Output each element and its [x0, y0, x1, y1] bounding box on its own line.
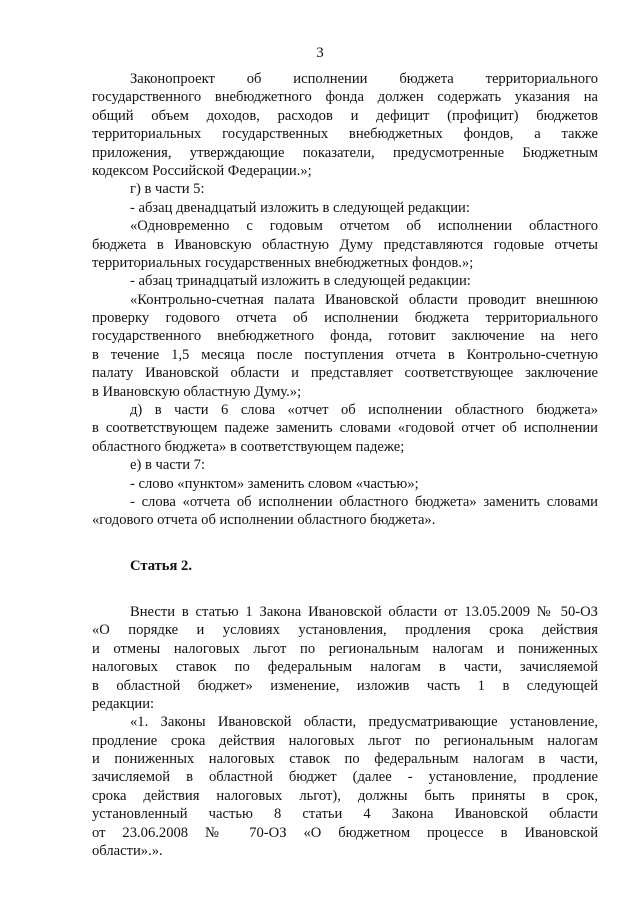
- text-line: «Одновременно с годовым отчетом об исполнении областного: [130, 218, 598, 235]
- text-line: зачисляемой в областной бюджет (далее - установление, продление: [92, 769, 598, 786]
- text-line: кодексом Российской Федерации.»;: [92, 162, 312, 179]
- document-body: [92, 70, 598, 860]
- spacer: [92, 576, 598, 594]
- text-line: Законопроект об исполнении бюджета территориального: [130, 71, 598, 87]
- text-line: «О порядке и условиях установления, продления срока действия: [92, 622, 598, 639]
- text-line: в соответствующем падеже заменить словами «годовой отчет об исполнении: [92, 420, 598, 437]
- text-line: в течение 1,5 месяца после поступления отчета в Контрольно-счетную: [92, 346, 598, 363]
- text-line: «1. Законы Ивановской области, предусматривающие установление,: [130, 714, 598, 731]
- spacer: [92, 548, 598, 557]
- text-line: общий объем доходов, расходов и дефицит (профицит) бюджетов: [92, 107, 598, 124]
- text-line: и пониженных налоговых ставок по федеральным налогам в части,: [92, 751, 598, 768]
- text-line: от 23.06.2008 № 70-ОЗ «О бюджетном процессе в Ивановской: [92, 824, 598, 841]
- spacer: [92, 594, 598, 603]
- text-line: е) в части 7:: [130, 457, 206, 474]
- text-line: д) в части 6 слова «отчет об исполнении областного бюджета»: [130, 402, 598, 419]
- text-line: территориальных государственных внебюджетных фондов.»;: [92, 254, 474, 271]
- text-line: в областной бюджет» изменение, изложив часть 1 в следующей: [92, 677, 598, 694]
- text-line: - абзац двенадцатый изложить в следующей редакции:: [130, 199, 470, 216]
- text-line: - абзац тринадцатый изложить в следующей редакции:: [130, 273, 471, 290]
- text-line: «Контрольно-счетная палата Ивановской области проводит внешнюю: [130, 291, 598, 308]
- text-line: налоговых ставок по федеральным налогам в части, зачисляемой: [92, 659, 598, 676]
- text-line: государственного внебюджетного фонда, готовит заключение на него: [92, 328, 598, 345]
- text-line: в Ивановскую областную Думу.»;: [92, 383, 302, 400]
- text-line: палату Ивановской области и представляет соответствующее заключение: [92, 365, 598, 382]
- text-line: срока действия налоговых льгот), должны быть приняты в срок,: [92, 787, 598, 804]
- spacer: [92, 530, 598, 548]
- text-line: - слова «отчета об исполнении областного бюджета» заменить словами: [130, 493, 598, 510]
- text-line: государственного внебюджетного фонда должен содержать указания на: [92, 89, 598, 106]
- text-line: приложения, утверждающие показатели, предусмотренные Бюджетным: [92, 144, 598, 161]
- text-line: продление срока действия налоговых льгот по региональным налогам: [92, 732, 598, 749]
- text-line: проверку годового отчета об исполнении бюджета территориального: [92, 310, 598, 327]
- page-number: 3: [316, 45, 324, 61]
- text-line: Внести в статью 1 Закона Ивановской области от 13.05.2009 № 50-ОЗ: [130, 603, 598, 620]
- article-heading: Статья 2.: [130, 558, 192, 575]
- text-line: редакции:: [92, 695, 155, 712]
- text-line: «годового отчета об исполнении областного бюджета».: [92, 512, 436, 529]
- text-line: и отмены налоговых льгот по региональным налогам и пониженных: [92, 640, 598, 657]
- text-line: бюджета в Ивановскую областную Думу представляются годовые отчеты: [92, 236, 598, 253]
- text-line: области».».: [92, 843, 163, 860]
- text-line: г) в части 5:: [130, 181, 205, 198]
- text-line: областного бюджета» в соответствующем падеже;: [92, 438, 405, 455]
- text-line: территориальных государственных внебюджетных фондов, а также: [92, 126, 598, 143]
- text-line: установленный частью 8 статьи 4 Закона Ивановской области: [92, 806, 598, 823]
- text-line: - слово «пунктом» заменить словом «частью»;: [130, 475, 419, 492]
